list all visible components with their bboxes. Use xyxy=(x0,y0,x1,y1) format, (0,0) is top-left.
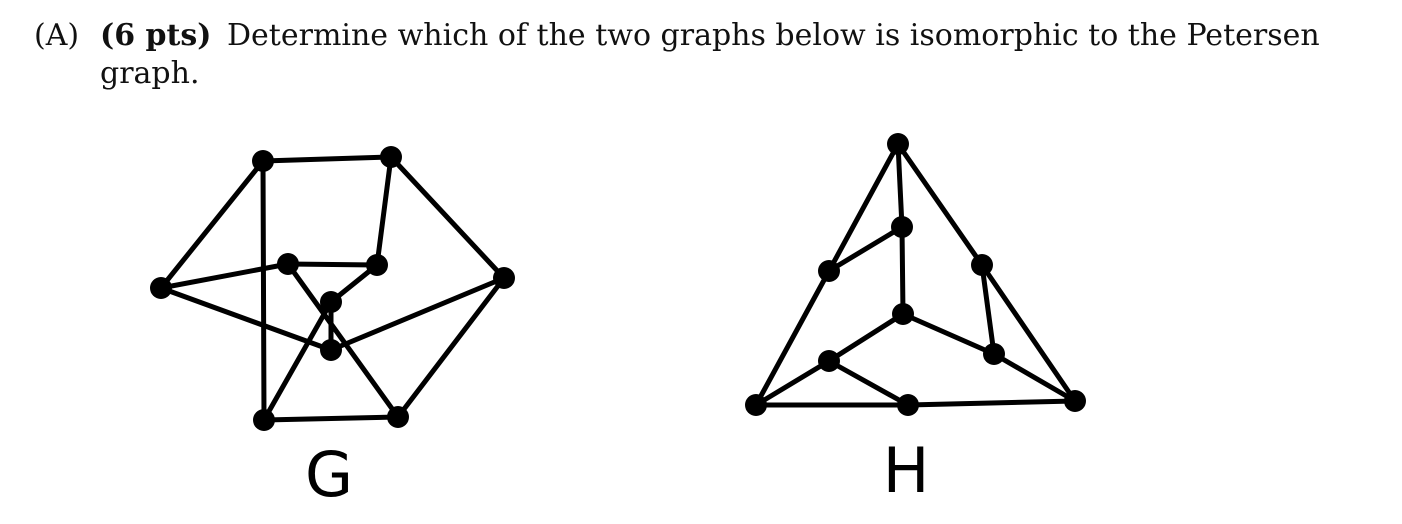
graph-g-edge-g7-g10 xyxy=(264,302,331,420)
graph-g-vertex-g1 xyxy=(252,150,274,172)
graph-h-edge-h5-h6 xyxy=(903,314,994,354)
graph-h-edge-h4-h10 xyxy=(982,265,1075,401)
problem-points: (6 pts) xyxy=(100,18,212,53)
graph-h-edge-h9-h10 xyxy=(908,401,1075,405)
graph-h-vertices xyxy=(745,133,1086,416)
graph-h-vertex-h4 xyxy=(971,254,993,276)
graph-h-vertex-h2 xyxy=(891,216,913,238)
graph-g-edge-g1-g7 xyxy=(263,161,264,420)
graph-g-vertex-g6 xyxy=(366,254,388,276)
graph-h-vertex-h7 xyxy=(745,394,767,416)
graph-h-vertex-h1 xyxy=(887,133,909,155)
graph-g-vertex-g4 xyxy=(493,267,515,289)
graph-g-edge-g5-g6 xyxy=(288,264,377,265)
graph-g xyxy=(150,146,515,511)
graph-h-vertex-h8 xyxy=(818,350,840,372)
graph-h-vertex-h6 xyxy=(983,343,1005,365)
graph-h-vertex-h10 xyxy=(1064,390,1086,412)
graph-g-edge-g7-g8 xyxy=(264,417,398,420)
graph-h-edge-h2-h5 xyxy=(902,227,903,314)
graph-h-edge-h8-h9 xyxy=(829,361,908,405)
graph-h-edge-h5-h8 xyxy=(829,314,903,361)
graph-g-edge-g1-g2 xyxy=(263,157,391,161)
graph-g-vertex-g8 xyxy=(387,406,409,428)
graph-h-vertex-h9 xyxy=(897,394,919,416)
graph-h-edge-h6-h10 xyxy=(994,354,1075,401)
graph-h-label: H xyxy=(882,434,930,507)
graph-h-vertex-h5 xyxy=(892,303,914,325)
graph-g-label: G xyxy=(304,438,354,511)
graph-g-vertices xyxy=(150,146,515,431)
graph-h-edge-h1-h2 xyxy=(898,144,902,227)
graph-g-edges xyxy=(161,157,504,420)
graph-g-edge-g3-g9 xyxy=(161,288,331,350)
problem-text-line-2: graph. xyxy=(100,56,200,91)
problem-text-line-1: Determine which of the two graphs below is isomorphic to the Petersen xyxy=(226,18,1320,53)
graph-g-vertex-g2 xyxy=(380,146,402,168)
graph-h-edge-h1-h4 xyxy=(898,144,982,265)
graph-g-vertex-g3 xyxy=(150,277,172,299)
graph-g-vertex-g7 xyxy=(253,409,275,431)
graph-h-vertex-h3 xyxy=(818,260,840,282)
graph-h-edges xyxy=(756,144,1075,405)
graph-h xyxy=(745,133,1086,507)
graph-g-edge-g2-g4 xyxy=(391,157,504,278)
problem-label: (A) xyxy=(34,18,80,53)
graph-g-vertex-g9 xyxy=(320,339,342,361)
graph-g-edge-g1-g3 xyxy=(161,161,263,288)
graph-g-vertex-g5 xyxy=(277,253,299,275)
graph-g-edge-g2-g6 xyxy=(377,157,391,265)
graph-g-vertex-g10 xyxy=(320,291,342,313)
